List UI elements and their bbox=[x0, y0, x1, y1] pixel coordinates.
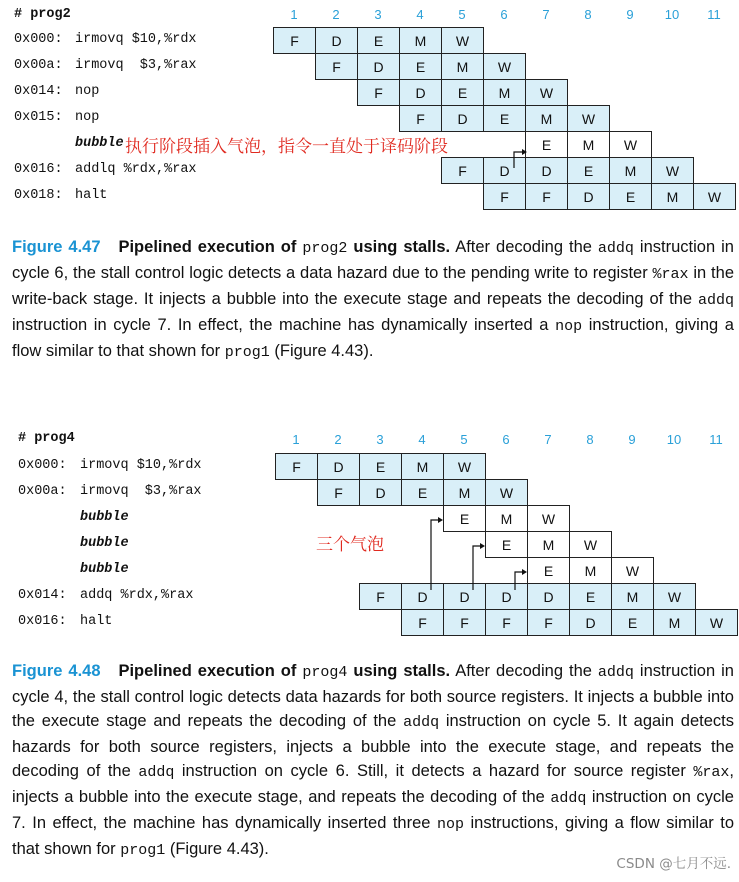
stage-cell: W bbox=[611, 557, 654, 584]
stage-cell: M bbox=[609, 157, 652, 184]
stall-arrowhead-2 bbox=[480, 543, 485, 549]
cycle-number: 6 bbox=[500, 7, 508, 22]
bubble-label: bubble bbox=[80, 536, 129, 551]
bubble-label: bubble bbox=[75, 136, 124, 151]
stage-cell: W bbox=[651, 157, 694, 184]
cycle-number: 2 bbox=[334, 432, 342, 447]
stage-cell: D bbox=[359, 479, 402, 506]
cycle-number: 4 bbox=[418, 432, 426, 447]
bubble-label: bubble bbox=[80, 510, 129, 525]
caption-code: addq bbox=[597, 240, 634, 257]
caption-text: instruction in cycle 4, the stall control logic detects data hazards for both source registers. It injects a bubble into the execute stage and repeats the decoding of the bbox=[12, 662, 734, 730]
caption-title: using stalls. bbox=[353, 662, 451, 680]
cycle-number: 10 bbox=[666, 432, 682, 447]
cycle-number: 4 bbox=[416, 7, 424, 22]
cycle-number: 5 bbox=[460, 432, 468, 447]
stage-cell: E bbox=[611, 609, 654, 636]
caption-text: , injects a bubble into the execute stage, and repeats the decoding of the bbox=[12, 762, 734, 806]
stage-cell: F bbox=[359, 583, 402, 610]
caption-code: addq bbox=[403, 714, 440, 731]
stage-cell: E bbox=[401, 479, 444, 506]
cycle-number: 11 bbox=[707, 7, 721, 22]
stage-cell: W bbox=[653, 583, 696, 610]
stage-cell: M bbox=[653, 609, 696, 636]
cycle-number: 7 bbox=[544, 432, 552, 447]
figure-label: Figure 4.48 bbox=[12, 662, 101, 680]
caption-text: instruction on cycle 7. In effect, the machine has dynamically inserted three bbox=[12, 788, 734, 832]
caption-text: instruction on cycle 5. It again detects hazards for both source registers, injects a bubble into the execute stage, and repeats the decoding of the bbox=[12, 712, 735, 780]
instruction-address: 0x00a: bbox=[18, 484, 67, 499]
stage-cell: W bbox=[695, 609, 738, 636]
cycle-number: 10 bbox=[664, 7, 680, 22]
caption-code: %rax bbox=[693, 764, 730, 781]
caption-text: (Figure 4.43). bbox=[169, 840, 269, 858]
stage-cell: F bbox=[527, 609, 570, 636]
stage-cell: W bbox=[569, 531, 612, 558]
stage-cell: W bbox=[443, 453, 486, 480]
stage-cell: W bbox=[441, 27, 484, 54]
caption-text: in the write-back stage. It injects a bubble into the execute stage and repeats the decoding of the bbox=[12, 264, 734, 308]
stage-cell: W bbox=[567, 105, 610, 132]
bubble-annotation: 执行阶段插入气泡，指令一直处于译码阶段 bbox=[125, 137, 448, 157]
instruction-address: 0x014: bbox=[14, 84, 63, 99]
cycle-number: 9 bbox=[628, 432, 636, 447]
bubbles-annotation: 三个气泡 bbox=[316, 535, 384, 555]
stage-cell: D bbox=[527, 583, 570, 610]
stage-cell: D bbox=[483, 157, 526, 184]
bubble-label: bubble bbox=[80, 562, 129, 577]
stage-cell: F bbox=[401, 609, 444, 636]
cycle-number: 3 bbox=[376, 432, 384, 447]
caption-code: addq bbox=[550, 790, 587, 807]
stage-cell: F bbox=[317, 479, 360, 506]
stage-cell: D bbox=[315, 27, 358, 54]
stage-cell: E bbox=[609, 183, 652, 210]
stage-cell: F bbox=[441, 157, 484, 184]
instruction-text: nop bbox=[75, 84, 100, 99]
cycle-number: 8 bbox=[586, 432, 594, 447]
caption-code: prog1 bbox=[120, 842, 166, 859]
instruction-text: halt bbox=[80, 614, 113, 629]
stage-cell: F bbox=[525, 183, 568, 210]
instruction-text: irmovq $10,%rdx bbox=[80, 458, 202, 473]
instruction-address: 0x015: bbox=[14, 110, 63, 125]
instruction-text: halt bbox=[75, 188, 108, 203]
instruction-address: 0x016: bbox=[14, 162, 63, 177]
stage-cell: M bbox=[399, 27, 442, 54]
caption-text: instruction on cycle 6. Still, it detects a hazard for source register bbox=[181, 762, 686, 780]
instruction-text: addlq %rdx,%rax bbox=[75, 162, 197, 177]
stage-cell: E bbox=[443, 505, 486, 532]
caption-code: prog2 bbox=[302, 240, 348, 257]
stage-cell: D bbox=[443, 583, 486, 610]
caption-code: prog1 bbox=[224, 344, 270, 361]
cycle-number: 5 bbox=[458, 7, 466, 22]
cycle-number: 6 bbox=[502, 432, 510, 447]
instruction-address: 0x00a: bbox=[14, 58, 63, 73]
stall-arrowhead-3 bbox=[522, 569, 527, 575]
instruction-text: irmovq $3,%rax bbox=[75, 58, 197, 73]
stage-cell: M bbox=[525, 105, 568, 132]
stage-cell: E bbox=[359, 453, 402, 480]
stage-cell: E bbox=[527, 557, 570, 584]
instruction-address: 0x018: bbox=[14, 188, 63, 203]
caption-text: After decoding the bbox=[455, 238, 592, 256]
caption-code: addq bbox=[138, 764, 175, 781]
program-title: # prog4 bbox=[18, 431, 75, 446]
stage-cell: M bbox=[485, 505, 528, 532]
caption-code: addq bbox=[697, 292, 734, 309]
stage-cell: M bbox=[401, 453, 444, 480]
stage-cell: W bbox=[609, 131, 652, 158]
caption-title: using stalls. bbox=[353, 238, 451, 256]
stage-cell: M bbox=[443, 479, 486, 506]
stage-cell: W bbox=[693, 183, 736, 210]
cycle-number: 11 bbox=[709, 432, 723, 447]
cycle-number: 3 bbox=[374, 7, 382, 22]
stall-arrow-3 bbox=[515, 572, 522, 590]
stage-cell: W bbox=[527, 505, 570, 532]
caption-code: addq bbox=[597, 664, 634, 681]
stage-cell: E bbox=[485, 531, 528, 558]
stall-arrow-2 bbox=[473, 546, 480, 590]
stage-cell: F bbox=[357, 79, 400, 106]
stage-cell: W bbox=[525, 79, 568, 106]
caption-text: instruction, giving a flow similar to that shown for bbox=[12, 316, 734, 360]
stage-cell: D bbox=[567, 183, 610, 210]
stage-cell: D bbox=[441, 105, 484, 132]
caption-title: Pipelined execution of bbox=[118, 662, 297, 680]
stage-cell: F bbox=[483, 183, 526, 210]
caption-code: nop bbox=[436, 816, 464, 833]
stage-cell: F bbox=[443, 609, 486, 636]
watermark: CSDN @七月不远. bbox=[616, 856, 731, 872]
figure-4-48-caption bbox=[12, 659, 734, 863]
stage-cell: F bbox=[315, 53, 358, 80]
cycle-number: 8 bbox=[584, 7, 592, 22]
caption-text: instruction in cycle 7. In effect, the machine has dynamically inserted a bbox=[12, 316, 549, 334]
cycle-number: 1 bbox=[292, 432, 300, 447]
stage-cell: W bbox=[483, 53, 526, 80]
instruction-text: addq %rdx,%rax bbox=[80, 588, 194, 603]
stage-cell: F bbox=[485, 609, 528, 636]
stage-cell: E bbox=[357, 27, 400, 54]
stall-arrow-1 bbox=[431, 520, 438, 590]
stage-cell: M bbox=[569, 557, 612, 584]
stage-cell: F bbox=[399, 105, 442, 132]
caption-code: prog4 bbox=[302, 664, 348, 681]
stage-cell: M bbox=[651, 183, 694, 210]
caption-text: After decoding the bbox=[455, 662, 592, 680]
stage-cell: E bbox=[483, 105, 526, 132]
stage-cell: E bbox=[441, 79, 484, 106]
stage-cell: D bbox=[357, 53, 400, 80]
instruction-text: nop bbox=[75, 110, 100, 125]
cycle-number: 7 bbox=[542, 7, 550, 22]
cycle-number: 9 bbox=[626, 7, 634, 22]
stage-cell: W bbox=[485, 479, 528, 506]
stage-cell: E bbox=[399, 53, 442, 80]
stage-cell: F bbox=[273, 27, 316, 54]
caption-title: Pipelined execution of bbox=[118, 238, 297, 256]
instruction-address: 0x000: bbox=[14, 32, 63, 47]
stage-cell: M bbox=[483, 79, 526, 106]
stage-cell: D bbox=[525, 157, 568, 184]
cycle-number: 1 bbox=[290, 7, 298, 22]
instruction-address: 0x014: bbox=[18, 588, 67, 603]
figure-label: Figure 4.47 bbox=[12, 238, 101, 256]
stage-cell: M bbox=[527, 531, 570, 558]
stage-cell: D bbox=[569, 609, 612, 636]
stage-cell: D bbox=[485, 583, 528, 610]
caption-text: (Figure 4.43). bbox=[274, 342, 374, 360]
stage-cell: M bbox=[441, 53, 484, 80]
stall-arrowhead-1 bbox=[438, 517, 443, 523]
stage-cell: E bbox=[569, 583, 612, 610]
instruction-text: irmovq $10,%rdx bbox=[75, 32, 197, 47]
stage-cell: F bbox=[275, 453, 318, 480]
stage-cell: D bbox=[399, 79, 442, 106]
stage-cell: D bbox=[317, 453, 360, 480]
stage-cell: D bbox=[401, 583, 444, 610]
stage-cell: M bbox=[567, 131, 610, 158]
instruction-address: 0x000: bbox=[18, 458, 67, 473]
caption-text: instructions, giving a flow similar to that shown for bbox=[12, 814, 734, 858]
stage-cell: E bbox=[525, 131, 568, 158]
instruction-address: 0x016: bbox=[18, 614, 67, 629]
instruction-text: irmovq $3,%rax bbox=[80, 484, 202, 499]
cycle-number: 2 bbox=[332, 7, 340, 22]
stage-cell: E bbox=[567, 157, 610, 184]
stage-cell: M bbox=[611, 583, 654, 610]
caption-text: instruction in cycle 6, the stall control logic detects a data hazard due to the pending write to register bbox=[12, 238, 734, 282]
program-title: # prog2 bbox=[14, 7, 71, 22]
caption-code: nop bbox=[555, 318, 583, 335]
caption-code: %rax bbox=[652, 266, 689, 283]
